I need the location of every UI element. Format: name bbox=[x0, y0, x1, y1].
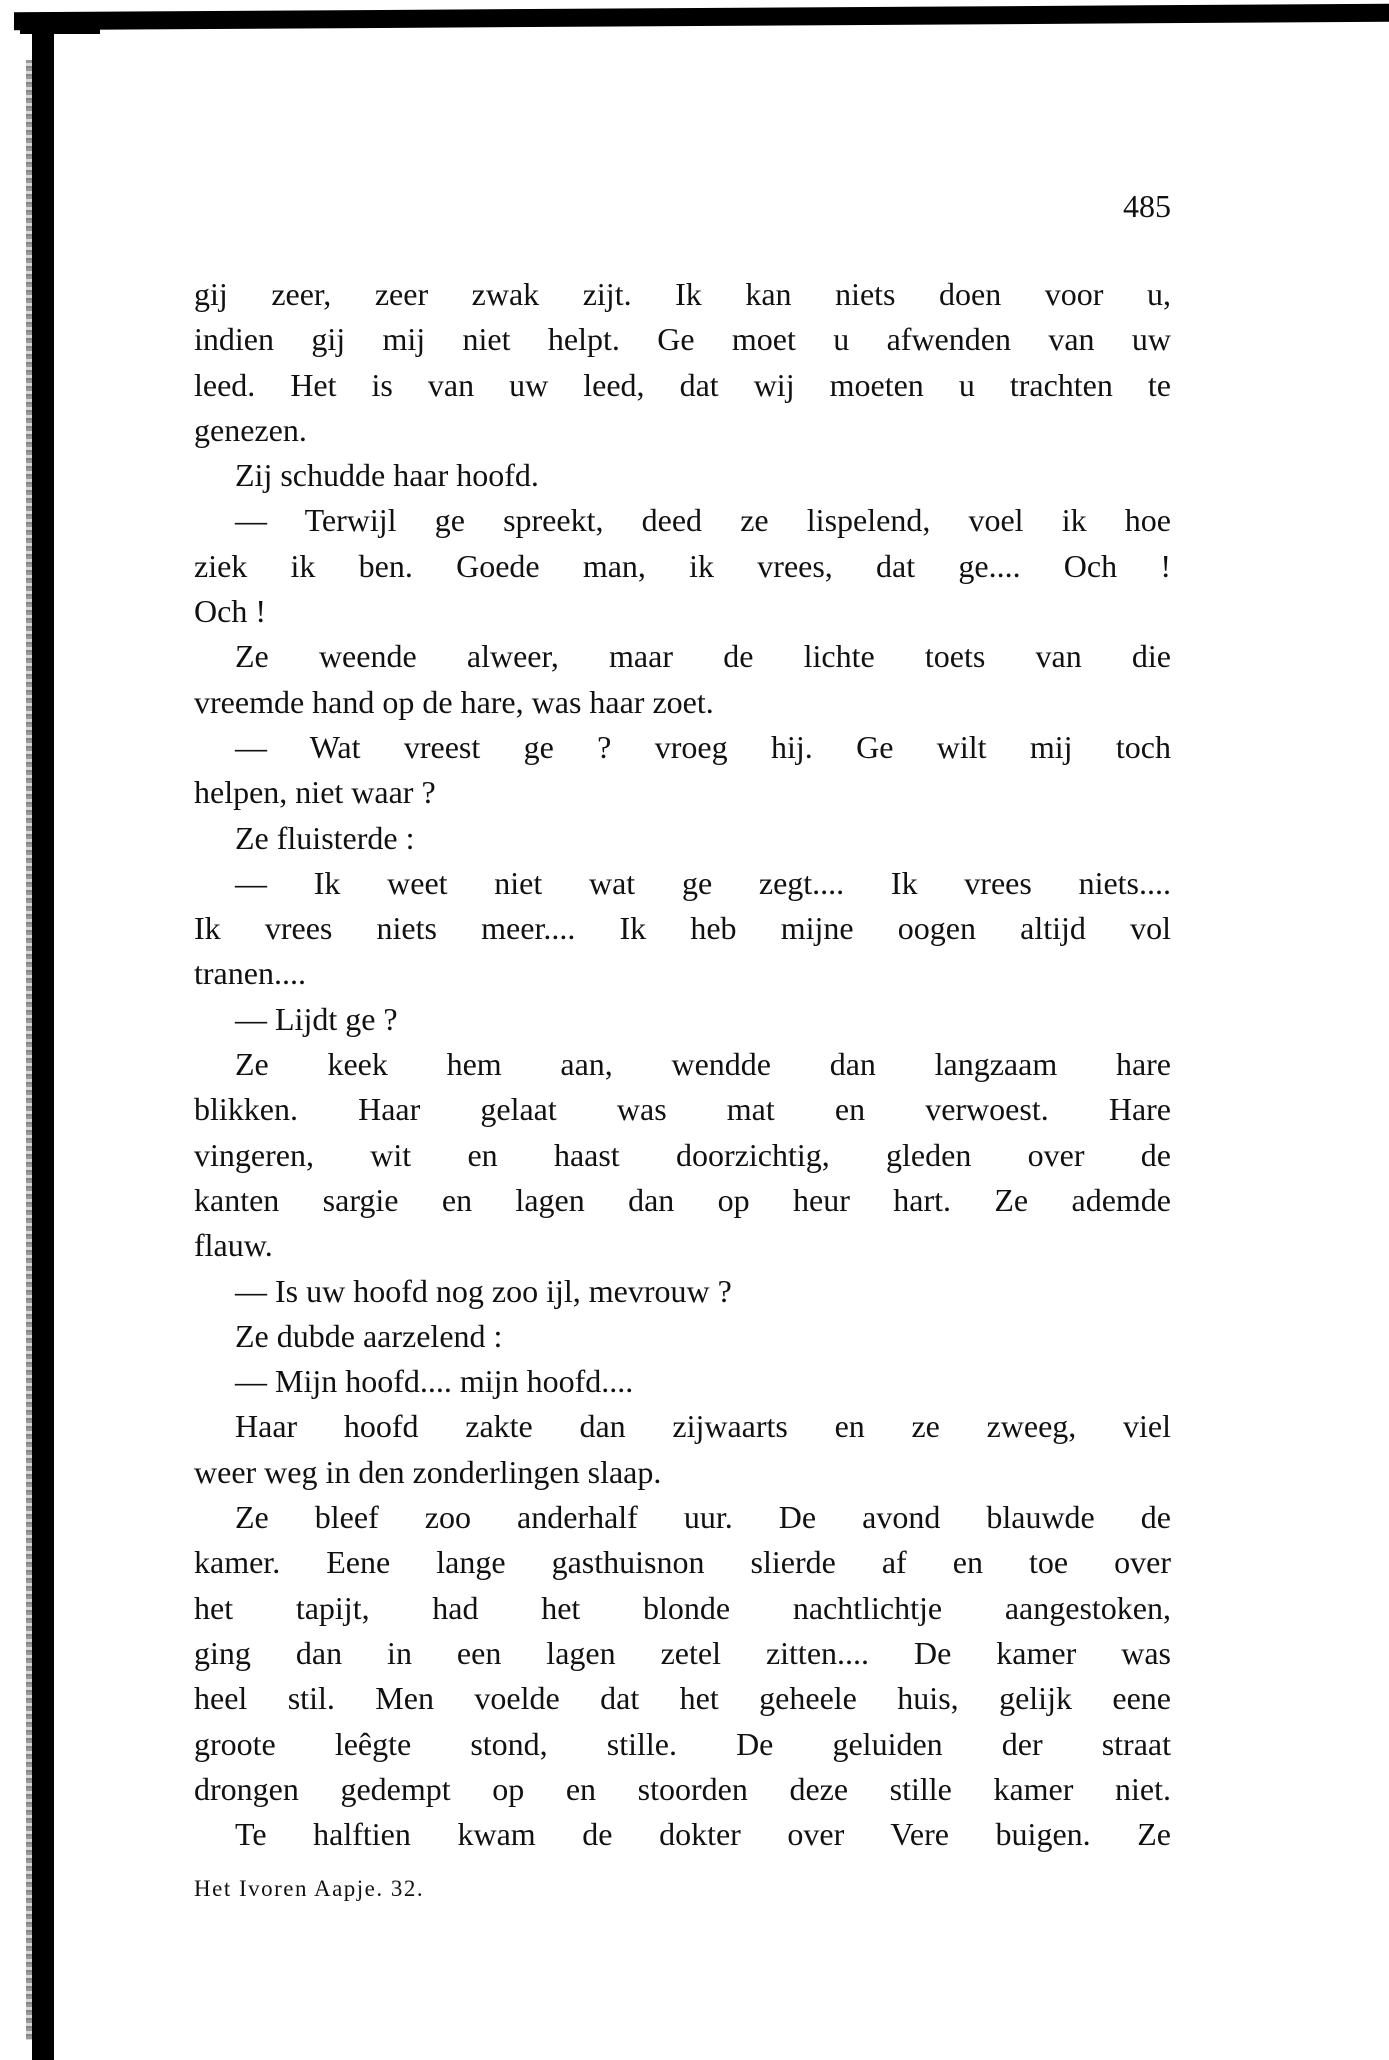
text-line: ziek ik ben. Goede man, ik vrees, dat ge.... Och ! bbox=[194, 547, 1171, 584]
text-line: Ze bleef zoo anderhalf uur. De avond blauwde de bbox=[235, 1499, 1171, 1536]
text-line: Haar hoofd zakte dan zijwaarts en ze zweeg, viel bbox=[235, 1408, 1171, 1445]
text-line: kamer. Eene lange gasthuisnon slierde af en toe over bbox=[194, 1544, 1171, 1581]
text-line: heel stil. Men voelde dat het geheele huis, gelijk eene bbox=[194, 1680, 1171, 1717]
text-line: ging dan in een lagen zetel zitten.... De kamer was bbox=[194, 1634, 1171, 1671]
scan-border-left bbox=[32, 20, 54, 2060]
text-line: Te halftien kwam de dokter over Vere buigen. Ze bbox=[235, 1816, 1171, 1853]
text-line: — Is uw hoofd nog zoo ijl, mevrouw ? bbox=[235, 1272, 732, 1309]
text-line: het tapijt, had het blonde nachtlichtje aangestoken, bbox=[194, 1589, 1171, 1626]
signature-mark: Het Ivoren Aapje. 32. bbox=[194, 1876, 425, 1901]
text-line: groote leêgte stond, stille. De geluiden der straat bbox=[194, 1725, 1171, 1762]
text-line: Zij schudde haar hoofd. bbox=[235, 457, 539, 494]
text-line: flauw. bbox=[194, 1227, 273, 1264]
text-line: Ze keek hem aan, wendde dan langzaam hare bbox=[235, 1046, 1171, 1083]
page-number: 485 bbox=[1123, 188, 1171, 224]
text-line: kanten sargie en lagen dan op heur hart. Ze ademde bbox=[194, 1181, 1171, 1218]
text-line: blikken. Haar gelaat was mat en verwoest. Hare bbox=[194, 1091, 1171, 1128]
text-line: gij zeer, zeer zwak zijt. Ik kan niets doen voor u, bbox=[194, 276, 1171, 312]
text-line: Ze weende alweer, maar de lichte toets van die bbox=[235, 638, 1171, 675]
text-line: — Wat vreest ge ? vroeg hij. Ge wilt mij toch bbox=[235, 728, 1171, 765]
text-line: indien gij mij niet helpt. Ge moet u afwenden van uw bbox=[194, 321, 1171, 358]
text-line: genezen. bbox=[194, 411, 307, 448]
text-line: — Mijn hoofd.... mijn hoofd.... bbox=[235, 1363, 634, 1400]
text-line: leed. Het is van uw leed, dat wij moeten u trachten te bbox=[194, 366, 1171, 403]
text-line: Ik vrees niets meer.... Ik heb mijne oogen altijd vol bbox=[194, 910, 1171, 947]
text-line: Ze dubde aarzelend : bbox=[235, 1317, 503, 1354]
text-line: drongen gedempt op en stoorden deze stille kamer niet. bbox=[194, 1770, 1171, 1807]
text-line: Och ! bbox=[194, 593, 266, 630]
text-line: vreemde hand op de hare, was haar zoet. bbox=[194, 683, 714, 720]
text-line: — Ik weet niet wat ge zegt.... Ik vrees niets.... bbox=[235, 864, 1171, 901]
text-line: Ze fluisterde : bbox=[235, 819, 415, 856]
text-line: weer weg in den zonderlingen slaap. bbox=[194, 1453, 662, 1490]
text-line: vingeren, wit en haast doorzichtig, gleden over de bbox=[194, 1136, 1171, 1173]
scan-border-top bbox=[14, 4, 1389, 30]
text-line: — Terwijl ge spreekt, deed ze lispelend, voel ik hoe bbox=[235, 502, 1171, 539]
text-line: tranen.... bbox=[194, 955, 306, 992]
text-line: helpen, niet waar ? bbox=[194, 774, 436, 811]
body-text bbox=[194, 272, 1171, 1857]
text-line: — Lijdt ge ? bbox=[235, 1000, 398, 1037]
